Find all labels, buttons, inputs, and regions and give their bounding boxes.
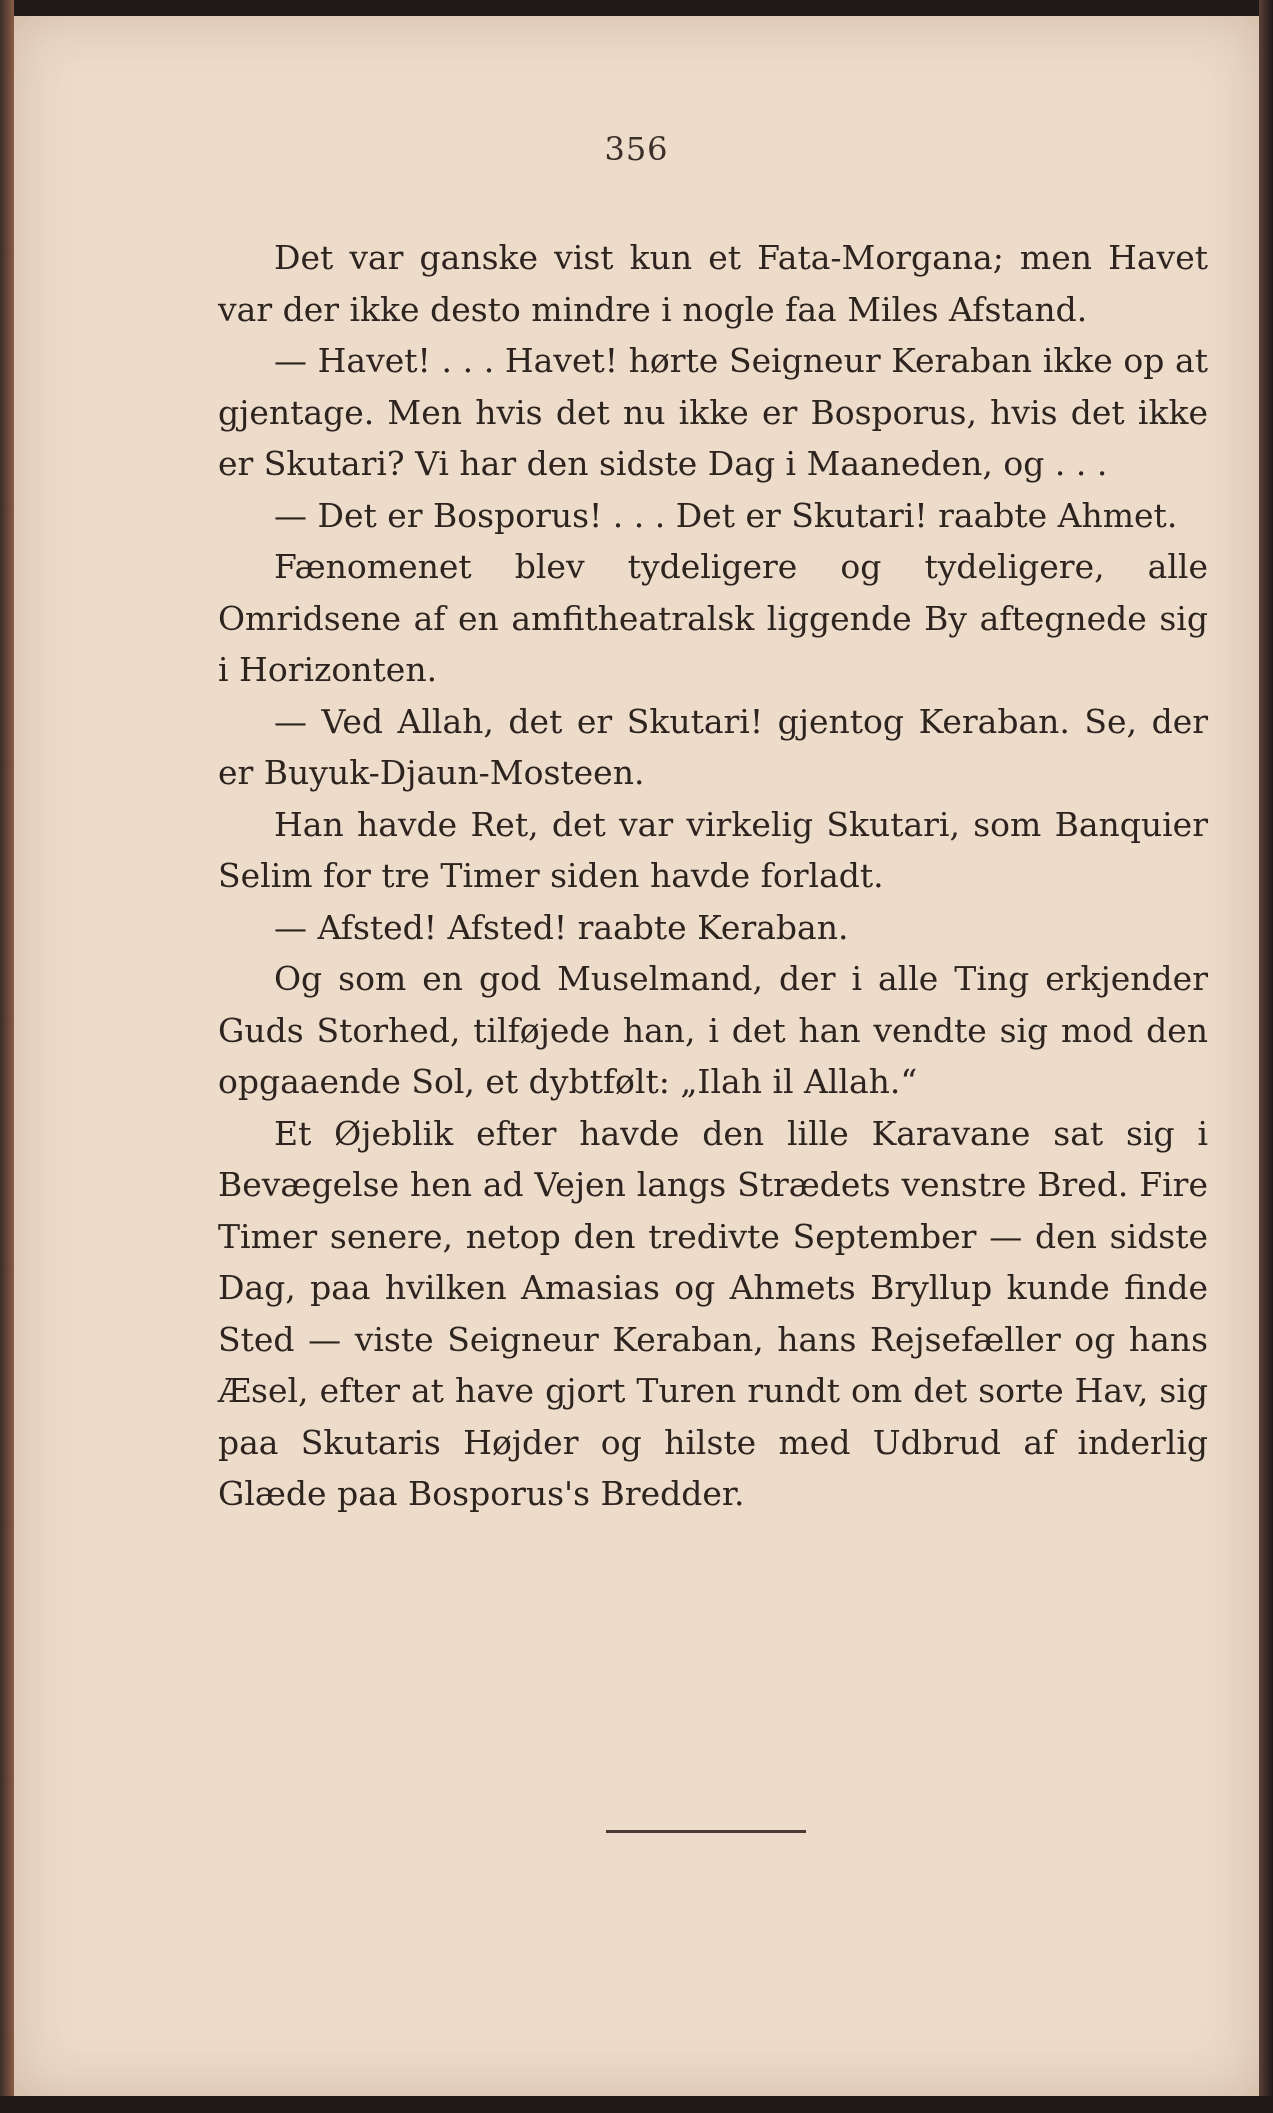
- paragraph: Fænomenet blev tydeligere og tydeligere, alle Omridsene af en amfitheatralsk liggende By aftegnede sig i Horizonten.: [218, 547, 1208, 689]
- paragraph: Et Øjeblik efter havde den lille Karavane sat sig i Bevægelse hen ad Vejen langs Strædets venstre Bred. Fire Timer senere, netop den tredivte September — den sidste Dag, paa hvilken Amasias og Ahmets Bryllup kunde finde Sted — viste Seigneur Keraban, hans Rejsefæller og hans Æsel, efter at have gjort Turen rundt om det sorte Hav, sig paa Skutaris Højder og hilste med Udbrud af inderlig Glæde paa Bosporus's Bredder.: [218, 1113, 1208, 1513]
- body-text: [218, 232, 1208, 1520]
- paragraph: Og som en god Muselmand, der i alle Ting erkjender Guds Storhed, tilføjede han, i det han vendte sig mod den opgaaende Sol, et dybtfølt: „Ilah il Allah.“: [218, 959, 1208, 1101]
- end-rule-divider: [606, 1830, 806, 1833]
- paragraph: — Afsted! Afsted! raabte Keraban.: [274, 907, 849, 947]
- paragraph: — Ved Allah, det er Skutari! gjentog Keraban. Se, der er Buyuk-Djaun-Mosteen.: [218, 701, 1208, 792]
- paragraph: Han havde Ret, det var virkelig Skutari, som Banquier Selim for tre Timer siden havde forladt.: [218, 804, 1208, 895]
- paragraph: — Havet! . . . Havet! hørte Seigneur Keraban ikke op at gjentage. Men hvis det nu ikke er Bosporus, hvis det ikke er Skutari? Vi har den sidste Dag i Maaneden, og . . .: [218, 341, 1208, 483]
- top-scan-edge: [0, 0, 1273, 16]
- left-page-edge: [0, 0, 14, 2113]
- page-number: 356: [604, 130, 669, 168]
- paragraph: Det var ganske vist kun et Fata-Morgana; men Havet var der ikke desto mindre i nogle faa Miles Afstand.: [218, 238, 1208, 329]
- right-page-edge: [1259, 0, 1273, 2113]
- paragraph: — Det er Bosporus! . . . Det er Skutari! raabte Ahmet.: [274, 495, 1178, 535]
- bottom-scan-edge: [0, 2096, 1273, 2113]
